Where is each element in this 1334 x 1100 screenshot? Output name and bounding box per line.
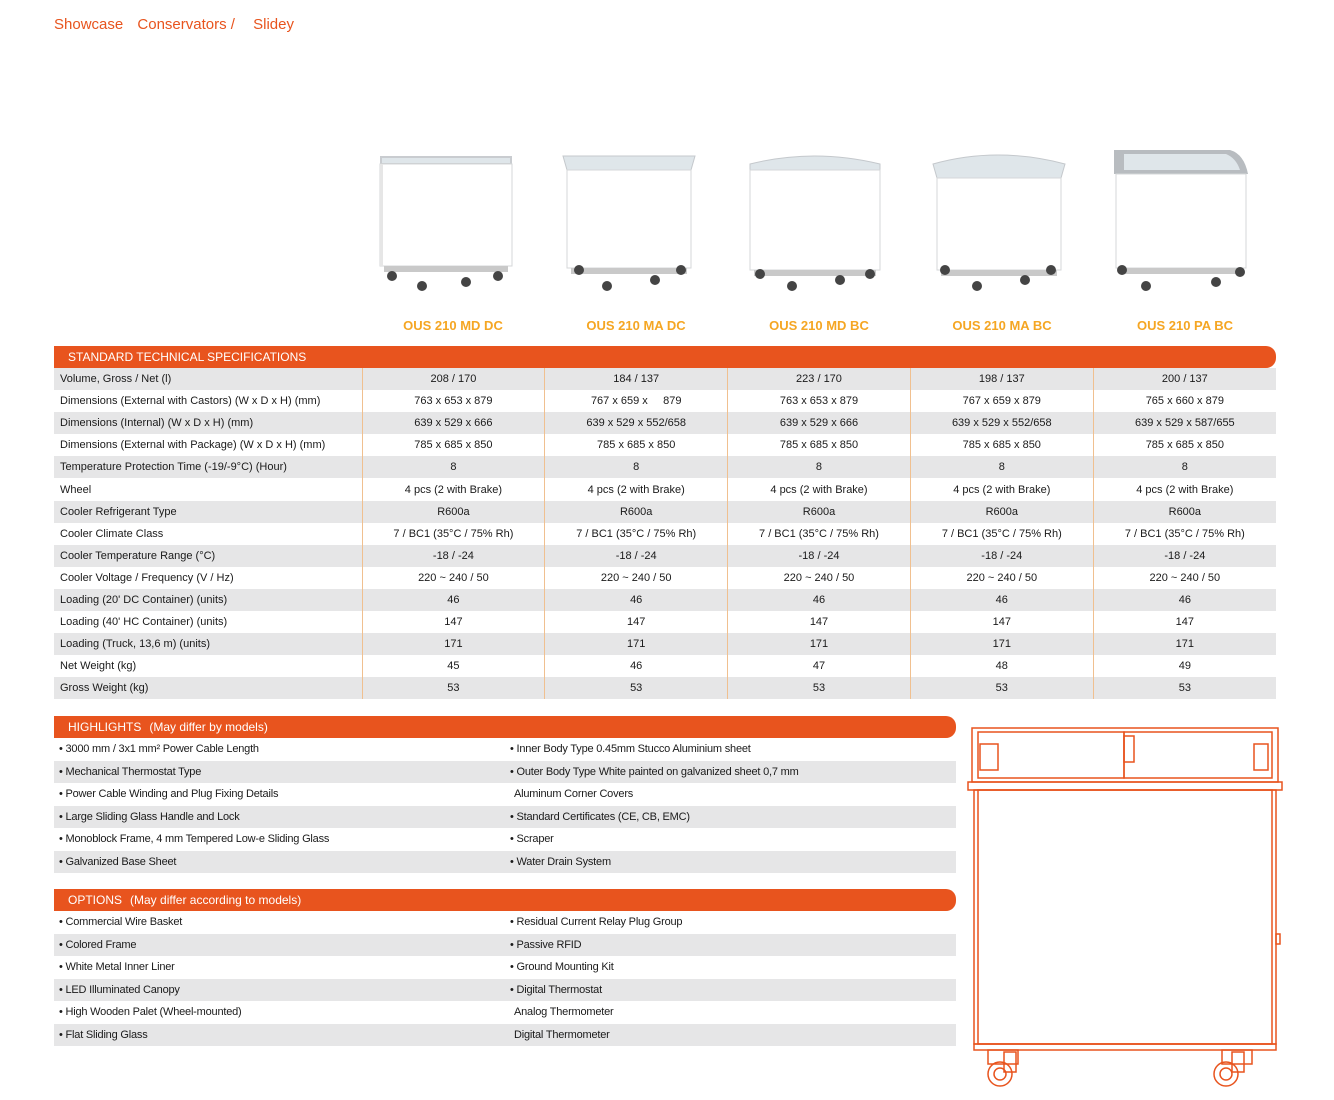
spec-value: 200 / 137	[1093, 368, 1276, 390]
highlights-subtitle: (May differ by models)	[149, 720, 268, 734]
spec-value: 4 pcs (2 with Brake)	[910, 478, 1093, 500]
product-model: OUS 210 PA BC	[1136, 318, 1234, 333]
freezer-flat-image	[362, 120, 544, 305]
spec-label: Net Weight (kg)	[54, 655, 362, 677]
spec-value: 7 / BC1 (35°C / 75% Rh)	[545, 523, 728, 545]
spec-value: 785 x 685 x 850	[362, 434, 545, 456]
spec-value: 785 x 685 x 850	[1093, 434, 1276, 456]
spec-value: 767 x 659 x 879	[545, 390, 728, 412]
list-item: • Large Sliding Glass Handle and Lock	[59, 810, 240, 823]
spec-value: 147	[1093, 611, 1276, 633]
product-model: OUS 210 MA BC	[952, 318, 1052, 333]
spec-value: 46	[545, 589, 728, 611]
highlights-header	[54, 716, 956, 738]
spec-value: 8	[728, 456, 911, 478]
spec-value: 4 pcs (2 with Brake)	[1093, 478, 1276, 500]
spec-value: 220 ~ 240 / 50	[362, 567, 545, 589]
product-ous-210-md-bc[interactable]	[728, 120, 910, 340]
spec-value: 46	[545, 655, 728, 677]
specs-header	[54, 346, 1276, 368]
spec-value: 4 pcs (2 with Brake)	[362, 478, 545, 500]
highlights-title: HIGHLIGHTS	[68, 720, 142, 734]
spec-value: 171	[910, 633, 1093, 655]
spec-value: 47	[728, 655, 911, 677]
spec-value: 4 pcs (2 with Brake)	[545, 478, 728, 500]
list-item: • Scraper	[510, 833, 554, 846]
breadcrumb	[54, 16, 304, 33]
spec-label: Wheel	[54, 478, 362, 500]
list-item: • White Metal Inner Liner	[59, 961, 175, 974]
spec-value: 46	[910, 589, 1093, 611]
spec-value: 639 x 529 x 587/655	[1093, 412, 1276, 434]
spec-value: -18 / -24	[362, 545, 545, 567]
spec-value: 785 x 685 x 850	[545, 434, 728, 456]
spec-value: 639 x 529 x 666	[362, 412, 545, 434]
spec-value: 8	[362, 456, 545, 478]
freezer-curved-angled-image	[911, 120, 1093, 305]
spec-value: 53	[362, 677, 545, 699]
freezer-curved-image	[728, 120, 910, 305]
list-item: • Digital Thermostat	[510, 983, 602, 996]
spec-value: 639 x 529 x 666	[728, 412, 911, 434]
spec-value: 46	[728, 589, 911, 611]
spec-value: 223 / 170	[728, 368, 911, 390]
spec-row	[54, 434, 1276, 456]
spec-label: Cooler Climate Class	[54, 523, 362, 545]
spec-label: Dimensions (Internal) (W x D x H) (mm)	[54, 412, 362, 434]
spec-value: R600a	[362, 501, 545, 523]
list-item: Analog Thermometer	[514, 1006, 614, 1019]
spec-value: 7 / BC1 (35°C / 75% Rh)	[362, 523, 545, 545]
spec-value: 4 pcs (2 with Brake)	[728, 478, 911, 500]
spec-value: 767 x 659 x 879	[910, 390, 1093, 412]
list-row	[54, 934, 956, 957]
product-ous-210-pa-bc[interactable]	[1094, 120, 1276, 340]
list-row	[54, 761, 956, 784]
options-subtitle: (May differ according to models)	[130, 893, 302, 907]
list-row	[54, 1001, 956, 1024]
spec-value: 8	[1093, 456, 1276, 478]
spec-row	[54, 523, 1276, 545]
spec-label: Cooler Voltage / Frequency (V / Hz)	[54, 567, 362, 589]
spec-label: Cooler Temperature Range (°C)	[54, 545, 362, 567]
spec-value: -18 / -24	[728, 545, 911, 567]
spec-value: 171	[728, 633, 911, 655]
list-item: • Residual Current Relay Plug Group	[510, 916, 683, 929]
list-item: • Passive RFID	[510, 938, 582, 951]
list-row	[54, 806, 956, 829]
freezer-canopy-image	[1094, 120, 1276, 305]
product-ous-210-ma-dc[interactable]	[545, 120, 727, 340]
spec-value: R600a	[728, 501, 911, 523]
spec-label: Loading (40' HC Container) (units)	[54, 611, 362, 633]
list-item: Aluminum Corner Covers	[514, 788, 634, 801]
spec-value: 785 x 685 x 850	[728, 434, 911, 456]
spec-value: 8	[545, 456, 728, 478]
list-row	[54, 851, 956, 874]
highlights-list	[54, 738, 956, 873]
spec-value: 49	[1093, 655, 1276, 677]
spec-value: 46	[362, 589, 545, 611]
list-item: • LED Illuminated Canopy	[59, 983, 180, 996]
list-item: • 3000 mm / 3x1 mm² Power Cable Length	[59, 743, 259, 756]
spec-value: 171	[545, 633, 728, 655]
list-row	[54, 828, 956, 851]
spec-row	[54, 677, 1276, 699]
spec-value: 639 x 529 x 552/658	[545, 412, 728, 434]
spec-label: Temperature Protection Time (-19/-9°C) (Hour)	[54, 456, 362, 478]
list-row	[54, 956, 956, 979]
spec-value: 45	[362, 655, 545, 677]
specs-title: STANDARD TECHNICAL SPECIFICATIONS	[68, 350, 307, 364]
spec-value: -18 / -24	[910, 545, 1093, 567]
list-item: • Mechanical Thermostat Type	[59, 765, 202, 778]
product-ous-210-md-dc[interactable]	[362, 120, 544, 340]
spec-value: R600a	[545, 501, 728, 523]
spec-value: 171	[362, 633, 545, 655]
spec-value: 147	[910, 611, 1093, 633]
spec-row	[54, 633, 1276, 655]
options-header	[54, 889, 956, 911]
spec-row	[54, 412, 1276, 434]
spec-value: 8	[910, 456, 1093, 478]
list-row	[54, 911, 956, 934]
spec-value: 53	[910, 677, 1093, 699]
spec-value: 220 ~ 240 / 50	[545, 567, 728, 589]
list-item: • Water Drain System	[510, 855, 611, 868]
spec-value: -18 / -24	[545, 545, 728, 567]
list-item: • Standard Certificates (CE, CB, EMC)	[510, 810, 690, 823]
breadcrumb-slidey: Slidey	[253, 16, 294, 33]
spec-row	[54, 456, 1276, 478]
options-list	[54, 911, 956, 1046]
spec-value: 7 / BC1 (35°C / 75% Rh)	[910, 523, 1093, 545]
spec-row	[54, 611, 1276, 633]
breadcrumb-showcase[interactable]: Showcase	[54, 16, 124, 33]
spec-value: 785 x 685 x 850	[910, 434, 1093, 456]
spec-value: 53	[545, 677, 728, 699]
spec-value: 53	[728, 677, 911, 699]
product-model: OUS 210 MA DC	[586, 318, 686, 333]
spec-row	[54, 655, 1276, 677]
spec-label: Dimensions (External with Package) (W x D x H) (mm)	[54, 434, 362, 456]
spec-value: 53	[1093, 677, 1276, 699]
spec-value: 7 / BC1 (35°C / 75% Rh)	[728, 523, 911, 545]
spec-value: 220 ~ 240 / 50	[728, 567, 911, 589]
list-item: • Outer Body Type White painted on galvanized sheet 0,7 mm	[510, 765, 799, 778]
spec-value: 7 / BC1 (35°C / 75% Rh)	[1093, 523, 1276, 545]
spec-value: 171	[1093, 633, 1276, 655]
spec-label: Volume, Gross / Net (l)	[54, 368, 362, 390]
list-item: • Commercial Wire Basket	[59, 916, 183, 929]
list-item: • Power Cable Winding and Plug Fixing Details	[59, 788, 279, 801]
spec-value: 220 ~ 240 / 50	[1093, 567, 1276, 589]
list-item: • Ground Mounting Kit	[510, 961, 614, 974]
spec-row	[54, 545, 1276, 567]
list-item: • Colored Frame	[59, 938, 137, 951]
spec-value: 639 x 529 x 552/658	[910, 412, 1093, 434]
spec-value: 147	[728, 611, 911, 633]
list-row	[54, 979, 956, 1002]
spec-value: R600a	[1093, 501, 1276, 523]
spec-value: 208 / 170	[362, 368, 545, 390]
spec-label: Loading (Truck, 13,6 m) (units)	[54, 633, 362, 655]
spec-row	[54, 478, 1276, 500]
spec-row	[54, 368, 1276, 390]
product-gallery	[362, 120, 1276, 340]
freezer-angled-image	[545, 120, 727, 305]
breadcrumb-conservators[interactable]: Conservators /	[137, 16, 235, 33]
list-item: • Flat Sliding Glass	[59, 1028, 148, 1041]
spec-row	[54, 390, 1276, 412]
spec-value: 46	[1093, 589, 1276, 611]
list-item: • High Wooden Palet (Wheel-mounted)	[59, 1006, 242, 1019]
spec-label: Gross Weight (kg)	[54, 677, 362, 699]
spec-value: 763 x 653 x 879	[728, 390, 911, 412]
spec-value: 147	[362, 611, 545, 633]
list-item: • Monoblock Frame, 4 mm Tempered Low-e Sliding Glass	[59, 833, 330, 846]
spec-row	[54, 501, 1276, 523]
spec-value: 147	[545, 611, 728, 633]
product-model: OUS 210 MD BC	[769, 318, 869, 333]
options-title: OPTIONS	[68, 893, 123, 907]
spec-label: Cooler Refrigerant Type	[54, 501, 362, 523]
spec-value: 765 x 660 x 879	[1093, 390, 1276, 412]
list-row	[54, 738, 956, 761]
spec-label: Loading (20' DC Container) (units)	[54, 589, 362, 611]
spec-row	[54, 589, 1276, 611]
spec-label: Dimensions (External with Castors) (W x D x H) (mm)	[54, 390, 362, 412]
spec-value: 48	[910, 655, 1093, 677]
product-ous-210-ma-bc[interactable]	[911, 120, 1093, 340]
spec-row	[54, 567, 1276, 589]
list-item: • Inner Body Type 0.45mm Stucco Aluminium sheet	[510, 743, 751, 756]
spec-value: 184 / 137	[545, 368, 728, 390]
specs-table	[54, 368, 1276, 699]
spec-value: -18 / -24	[1093, 545, 1276, 567]
list-row	[54, 1024, 956, 1047]
spec-value: 763 x 653 x 879	[362, 390, 545, 412]
spec-value: 198 / 137	[910, 368, 1093, 390]
product-model: OUS 210 MD DC	[403, 318, 503, 333]
list-row	[54, 783, 956, 806]
spec-value: 220 ~ 240 / 50	[910, 567, 1093, 589]
list-item: • Galvanized Base Sheet	[59, 855, 177, 868]
technical-drawing	[964, 722, 1284, 1094]
list-item: Digital Thermometer	[514, 1028, 610, 1041]
spec-value: R600a	[910, 501, 1093, 523]
